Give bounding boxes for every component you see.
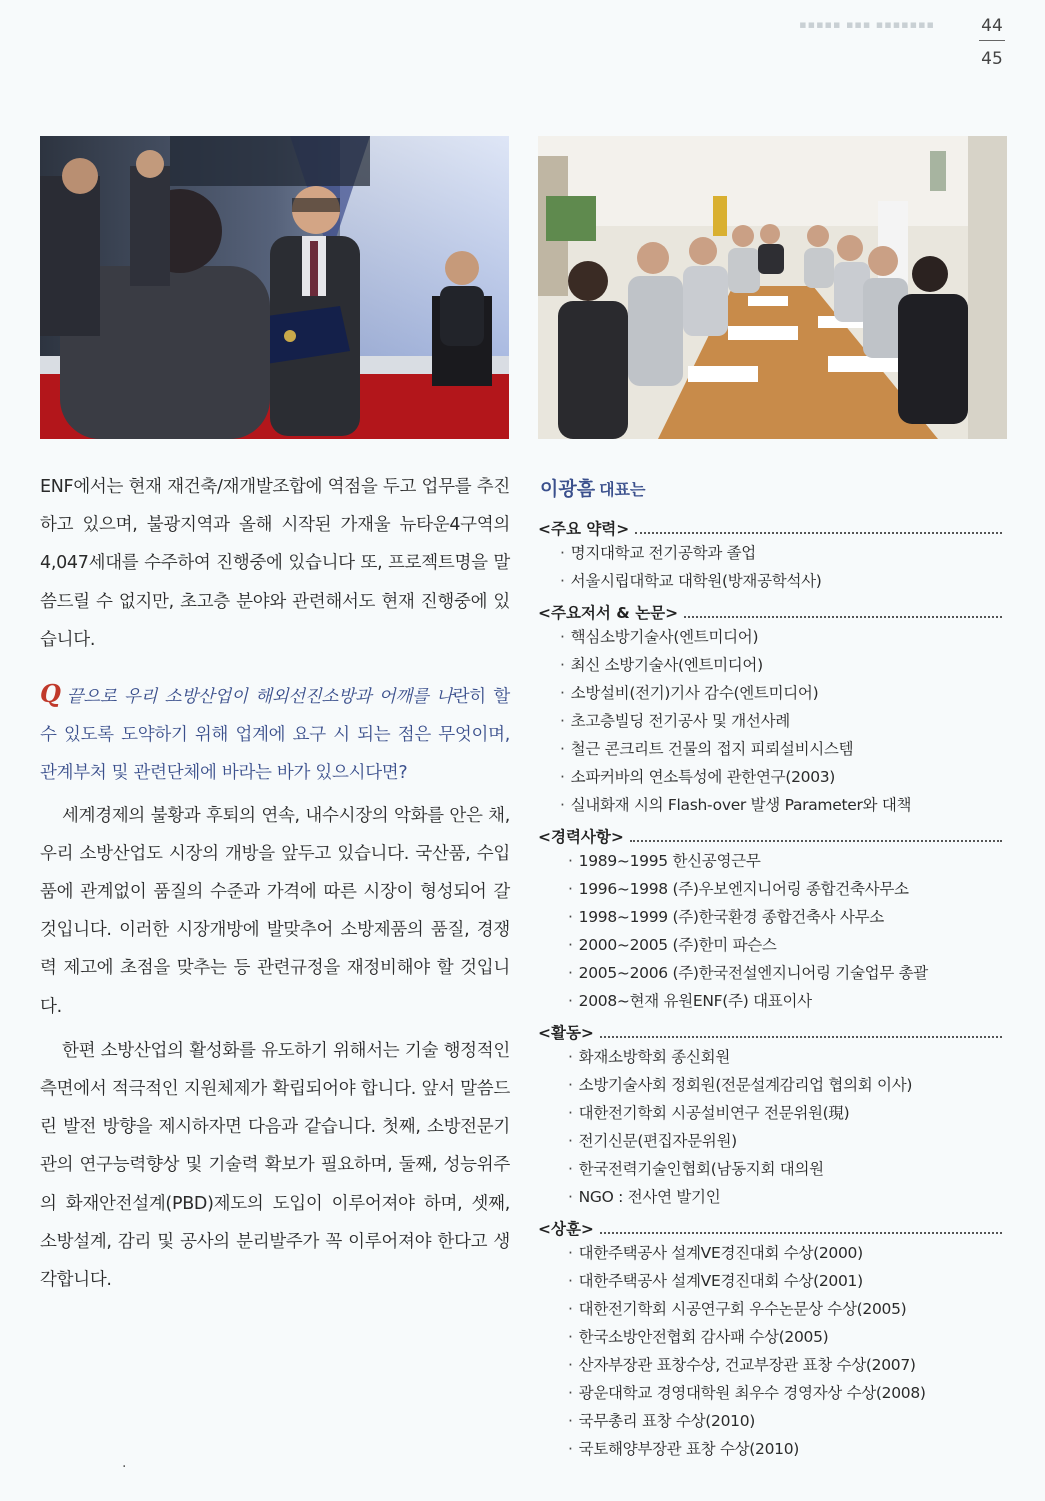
- list-item: · 화재소방학회 종신회원: [538, 1043, 1002, 1071]
- list-item: · 광운대학교 경영대학원 최우수 경영자상 수상(2008): [538, 1379, 1002, 1407]
- award-ceremony-photo: [40, 136, 509, 439]
- stray-dot: .: [122, 1455, 127, 1471]
- list-item: · 소파커바의 연소특성에 관한연구(2003): [538, 763, 1002, 791]
- profile-column: [538, 474, 1002, 1463]
- award-ceremony-illustration: [40, 136, 509, 439]
- section-heading-experience: [538, 819, 1002, 847]
- list-item: · 전기신문(편집자문위원): [538, 1127, 1002, 1155]
- list-item: · 소방설비(전기)기사 감수(엔트미디어): [538, 679, 1002, 707]
- profile-name-suffix: 대표는: [599, 480, 646, 499]
- meeting-room-photo: [538, 136, 1007, 439]
- profile-title: [540, 474, 1002, 501]
- list-item: · 서울시립대학교 대학원(방재공학석사): [538, 567, 1002, 595]
- page-number-right: 45: [981, 49, 1003, 69]
- list-item: · 핵심소방기술사(엔트미디어): [538, 623, 1002, 651]
- list-item: · 최신 소방기술사(엔트미디어): [538, 651, 1002, 679]
- list-item: · 대한주택공사 설계VE경진대회 수상(2001): [538, 1267, 1002, 1295]
- list-item: · 한국전력기술인협회(남동지회 대의원: [538, 1155, 1002, 1183]
- section-heading-activities: [538, 1015, 1002, 1043]
- section-title: <활동>: [538, 1024, 594, 1042]
- page-number-left: 44: [981, 16, 1003, 36]
- intro-paragraph: ENF에서는 현재 재건축/재개발조합에 역점을 두고 업무를 추진하고 있으며, 불광지역과 올해 시작된 가재울 뉴타운4구역의 4,047세대를 수주하여 진행중에 있습니다 또, 프로젝트명을 말씀드릴 수 없지만, 초고층 분야와 관련해서도 현재 진행중에 있습니다.: [40, 477, 510, 650]
- answer-paragraph-1: 세계경제의 불황과 후퇴의 연속, 내수시장의 악화를 안은 채, 우리 소방산업도 시장의 개방을 앞두고 있습니다. 국산품, 수입품에 관계없이 품질의 수준과 가격에 따른 시장이 형성되어 갈 것입니다. 이러한 시장개방에 발맞추어 소방제품의 품질, 경쟁력 제고에 초점을 맞추는 등 관련규정을 재정비해야 할 것입니다.: [40, 805, 510, 1017]
- interview-question: [40, 675, 510, 793]
- list-item: · 명지대학교 전기공학과 졸업: [538, 539, 1002, 567]
- dotted-leader: [635, 532, 1002, 534]
- list-item: · NGO : 전사연 발기인: [538, 1183, 1002, 1211]
- interview-text-column: [40, 468, 510, 1305]
- dotted-leader: [684, 616, 1002, 618]
- list-item: · 1989~1995 한신공영근무: [538, 847, 1002, 875]
- list-item: · 산자부장관 표창수상, 건교부장관 표창 수상(2007): [538, 1351, 1002, 1379]
- faded-header-mark: ▪▪▪▪▪ ▪▪▪ ▪▪▪▪▪▪▪: [799, 18, 935, 31]
- section-heading-awards: [538, 1211, 1002, 1239]
- list-item: · 2008~현재 유원ENF(주) 대표이사: [538, 987, 1002, 1015]
- list-item: · 2000~2005 (주)한미 파슨스: [538, 931, 1002, 959]
- meeting-room-illustration: [538, 136, 1007, 439]
- list-item: · 국무총리 표창 수상(2010): [538, 1407, 1002, 1435]
- page-numbers: [979, 16, 1005, 69]
- list-item: · 초고층빌딩 전기공사 및 개선사례: [538, 707, 1002, 735]
- answer-paragraph-2: 한편 소방산업의 활성화를 유도하기 위해서는 기술 행정적인 측면에서 적극적인 지원체제가 확립되어야 합니다. 앞서 말씀드린 발전 방향을 제시하자면 다음과 같습니다. 첫째, 소방전문기관의 연구능력향상 및 기술력 확보가 필요하며, 둘째, 성능위주의 화재안전설계(PBD)제도의 도입이 이루어져야 하며, 셋째, 소방설계, 감리 및 공사의 분리발주가 꼭 이루어져야 한다고 생각합니다.: [40, 1040, 510, 1291]
- list-item: · 1998~1999 (주)한국환경 종합건축사 사무소: [538, 903, 1002, 931]
- list-item: · 2005~2006 (주)한국전설엔지니어링 기술업무 총괄: [538, 959, 1002, 987]
- section-title: <주요 약력>: [538, 520, 630, 538]
- question-text: 란히 할 수 있도록 도약하기 위해 업계에 요구 시 되는 점은 무엇이며, 관계부처 및 관련단체에 바라는 바가 있으시다면?: [40, 687, 510, 784]
- list-item: · 대한주택공사 설계VE경진대회 수상(2000): [538, 1239, 1002, 1267]
- list-item: · 한국소방안전협회 감사패 수상(2005): [538, 1323, 1002, 1351]
- list-item: · 대한전기학회 시공연구회 우수논문상 수상(2005): [538, 1295, 1002, 1323]
- question-italic-text: 끝으로 우리 소방산업이 해외선진소방과 어깨를 나: [66, 687, 453, 708]
- dotted-leader: [630, 840, 1002, 842]
- list-item: · 실내화재 시의 Flash-over 발생 Parameter와 대책: [538, 791, 1002, 819]
- list-item: · 철근 콘크리트 건물의 접지 피뢰설비시스템: [538, 735, 1002, 763]
- question-marker: Q: [40, 679, 61, 709]
- section-heading-career-summary: [538, 511, 1002, 539]
- list-item: · 대한전기학회 시공설비연구 전문위원(現): [538, 1099, 1002, 1127]
- page-number-divider: [979, 40, 1005, 41]
- list-item: · 국토해양부장관 표창 수상(2010): [538, 1435, 1002, 1463]
- profile-name: 이광흠: [540, 478, 596, 500]
- list-item: · 1996~1998 (주)우보엔지니어링 종합건축사무소: [538, 875, 1002, 903]
- list-item: · 소방기술사회 정회원(전문설계감리업 협의회 이사): [538, 1071, 1002, 1099]
- dotted-leader: [600, 1232, 1002, 1234]
- dotted-leader: [600, 1036, 1002, 1038]
- section-title: <상훈>: [538, 1220, 594, 1238]
- section-title: <주요저서 & 논문>: [538, 604, 679, 622]
- section-title: <경력사항>: [538, 828, 624, 846]
- section-heading-publications: [538, 595, 1002, 623]
